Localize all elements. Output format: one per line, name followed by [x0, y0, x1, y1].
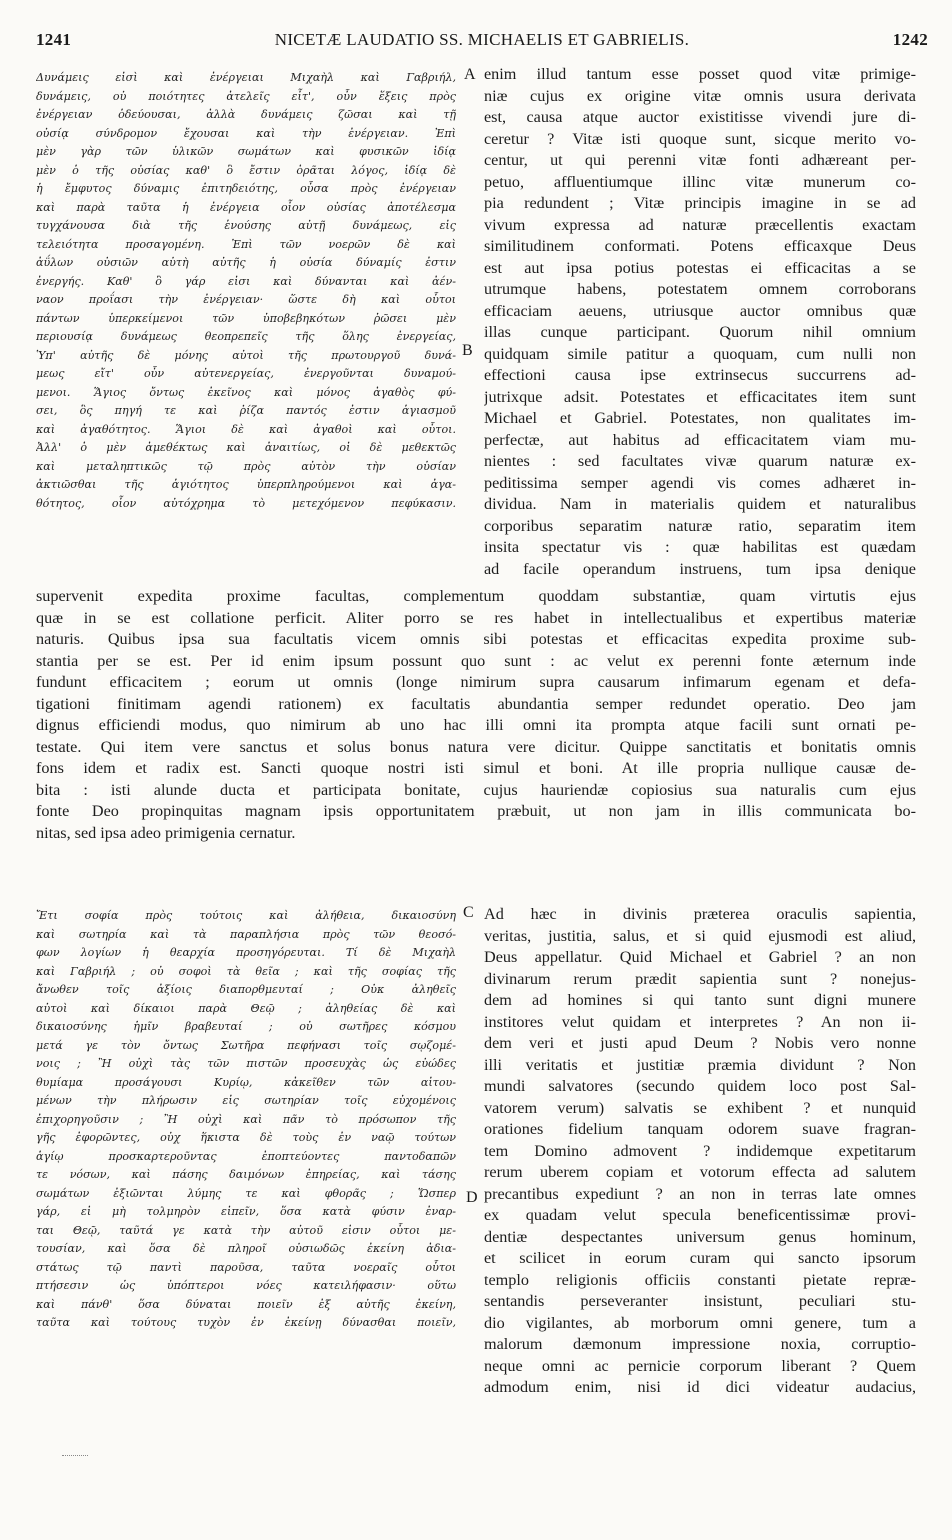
- text-line: μεως εἴτ' οὖν αὐτενεργείας, ἐνεργοῦνται δυναμού-: [36, 367, 456, 380]
- text-line: περιουσίᾳ δυνάμεως θεοπρεπεῖς τῆς ὅλης ἐνεργείας,: [36, 330, 456, 343]
- page-number-right: 1242: [892, 30, 928, 49]
- text-line: δικαιοσύνης ἡμῖν βραβευταί ; οὐ σωτῆρες κόσμου: [36, 1020, 456, 1033]
- text-line: μετά γε τὸν ὄντως Σωτῆρα πεφήνασι τοῖς σῳζομέ-: [36, 1038, 456, 1052]
- text-line: stantia per se est. Per id enim ipsum possunt quo sunt : ac velut ex perenni fonte æternum inde: [36, 651, 916, 670]
- text-line: μενοι. Ἅγιος ὄντως ἐκεῖνος καὶ μόνος ἀγαθὸς φύ-: [36, 385, 456, 399]
- text-line: peditissima semper agendi vis comes adhæret in-: [484, 473, 916, 492]
- text-line: ἄνωθεν τοῖς ἀξίοις διαπορθμευταί ; Οὐκ ἀληθεῖς: [36, 983, 456, 996]
- text-line: insita spectatur vis : quæ habilitas est quædam: [484, 538, 916, 556]
- text-line: dio vigilantes, ab morborum omni genere, tum a: [484, 1313, 916, 1332]
- text-line: corporibus separatim naturæ ratio, separatim item: [484, 516, 916, 535]
- text-line: illas cunque participant. Quorum nihil omnium: [484, 323, 916, 341]
- text-line: ceretur ? Vitæ isti quoque sunt, sicque merito vo-: [484, 129, 916, 148]
- text-line: vatorem verum) salvatis se exhibent ? et nunquid: [484, 1098, 916, 1117]
- text-line: testate. Qui item vere sanctus et solus bonus natura vere dicitur. Quippe sanctitatis et bonitatis omnis: [36, 737, 916, 756]
- text-line: et scilicet in eorum curam qui sancto ipsorum: [484, 1249, 916, 1267]
- text-line: naturis. Quibus ipsa sua facultatis vicem omnis sibi potestas et efficacitas expedita proxime sub-: [36, 630, 916, 648]
- text-line: ἐνέργειαν ὁδεύουσαι, ἀλλὰ δυνάμεις ζῶσαι καὶ τῇ: [36, 108, 456, 121]
- text-line: γῆς ἐφορῶντες, οὐχ ἥκιστα δὲ τοὺς ἐν ναῷ τούτων: [36, 1131, 456, 1144]
- text-line: institores velut quidam et interpretes ? An non ii-: [484, 1012, 916, 1031]
- text-line: utrumque habens, potestatem omnem corroborans: [484, 280, 916, 298]
- text-line: μὲν γὰρ τῶν ὑλικῶν σωμάτων καὶ φυσικῶν ἰδίᾳ: [36, 145, 456, 158]
- text-line: Ἔτι σοφία πρὸς τούτοις καὶ ἀλήθεια, δικαιοσύνη: [36, 909, 456, 922]
- section-marker-a: A: [464, 66, 476, 83]
- text-line: mundi salvatores (secundo quidem loco post Sal-: [484, 1077, 916, 1095]
- text-line: fonte Deo propinquitas magnam ipsis opportunitatem præbuit, ut non jam in illis communicata bo-: [36, 802, 916, 820]
- page-number-left: 1241: [36, 30, 72, 49]
- footnote-rule: [62, 1455, 88, 1457]
- text-line: niæ cujus ex origine vitæ omnis usura derivata: [484, 86, 916, 105]
- text-line: νοις ; Ἢ οὐχὶ τὰς τῶν πιστῶν προσευχὰς ὡς εὐώδες: [36, 1057, 456, 1070]
- text-line: admodum enim, nisi id dici videatur audacius,: [484, 1378, 916, 1396]
- text-line: σει, ὃς πηγή τε καὶ ῥίζα παντός ἐστιν ἁγιασμοῦ: [36, 404, 456, 417]
- text-line: rerum uberem copiam et votorum effecta ad salutem: [484, 1163, 916, 1181]
- text-line: μὲν ὁ τῆς οὐσίας καθ' ὃ ἔστιν ὁρᾶται λόγος, ἰδίᾳ δὲ: [36, 163, 456, 177]
- text-line: petuo, affluentiumque illinc vitæ munerum co-: [484, 172, 916, 191]
- section-marker-b: B: [462, 342, 473, 359]
- text-line: καὶ σωτηρία καὶ τὰ παραπλήσια πρὸς τῶν θεοσό-: [36, 927, 456, 941]
- text-line: nitas, sed ipsa adeo primigenia cernatur.: [36, 823, 296, 842]
- text-line: fons idem et radix est. Sancti quoque nostri isti simul et boni. At ille propria nullique causæ de-: [36, 759, 916, 777]
- text-line: τελειότητα προσαγομένη. Ἐπὶ τῶν νοερῶν δὲ καὶ: [36, 237, 456, 251]
- text-line: bita : isti alunde ducta et participata bonitate, cujus hauriendæ copiosius sua naturalis cum ejus: [36, 780, 916, 799]
- text-line: dividua. Nam in materialis quidem et naturalibus: [484, 495, 916, 513]
- text-line: ἐνεργής. Καθ' ὃ γάρ εἰσι καὶ δύνανται καὶ ἀέν-: [36, 274, 456, 288]
- text-line: ἡ ἔμφυτος δύναμις ἐπιτηδειότης, οὖσα πρὸς ἐνέργειαν: [36, 182, 456, 195]
- text-line: tem Domino admovent ? indidemque expetitarum: [484, 1141, 916, 1160]
- text-line: vivum expressa ad naturæ præcellentis exactam: [484, 215, 916, 234]
- text-line: dentiæ despectantes universum genus hominum,: [484, 1227, 916, 1246]
- text-line: στάτως τῷ παντὶ παροῦσα, ταῦτα νοεραῖς οὗτοι: [36, 1260, 456, 1274]
- latin-text-full-width: [36, 586, 916, 848]
- text-line: dem ad homines si qui tanto sunt digni munere: [484, 991, 916, 1009]
- text-line: efficaciam aeuens, utriusque auctor omnibus quæ: [484, 301, 916, 320]
- text-line: jutrixque adsit. Potestates et efficacitates item sunt: [484, 387, 916, 406]
- text-line: enim illud tantum esse posset quod vitæ primige-: [484, 65, 916, 83]
- running-header: [36, 30, 928, 56]
- text-line: supervenit expedita proxime facultas, complementum quoddam substantiæ, quam virtutis ejus: [36, 587, 916, 605]
- greek-text-column-top: [36, 69, 456, 519]
- text-line: καὶ Γαβριήλ ; οὐ σοφοὶ τὰ θεῖα ; καὶ τῆς σοφίας τῆς: [36, 964, 456, 978]
- text-line: est, causa atque auctor existitisse vivendi jure di-: [484, 108, 916, 126]
- text-line: veritas, justitia, salus, et si quid ejusmodi est aliud,: [484, 926, 916, 945]
- text-line: perfectæ, aut habitus ad efficacitatem viam mu-: [484, 430, 916, 449]
- text-line: καὶ μεταληπτικῶς τῷ πρὸς αὐτὸν τὴν οὐσίαν: [36, 459, 456, 473]
- text-line: templo religionis officiis constanti pietate repræ-: [484, 1270, 916, 1289]
- text-line: τυγχάνουσα διὰ τῆς ἑνούσης αὐτῇ δυνάμεως, εἰς: [36, 219, 456, 232]
- text-line: centur, ut qui perenni vitæ fonti adhæreant per-: [484, 151, 916, 169]
- text-line: neque omni ac pernicie corporum liberant ? Quem: [484, 1356, 916, 1375]
- text-line: φων λογίων ἡ θεαρχία προσηγόρευται. Τί δὲ Μιχαὴλ: [36, 946, 456, 959]
- text-line: similitudinem conformati. Potens efficaxque Deus: [484, 237, 916, 255]
- section-marker-c: C: [463, 904, 474, 921]
- text-line: effectioni causa ipse extrinsecus succurrens ad-: [484, 366, 916, 384]
- text-line: καὶ παρὰ ταῦτα ἡ ἐνέργεια οἷον οὐσίας ἀποτέλεσμα: [36, 200, 456, 214]
- text-line: ταῦτα καὶ τούτους τυχὸν ἐν ἐκείνῃ δύνασθαι ποιεῖν,: [36, 1316, 456, 1329]
- text-line: θότητος, οἷον αὐτόχρημα τὸ μετεχόμενον πεφύκασιν.: [36, 496, 456, 510]
- text-line: malorum dæmonum impressione noxia, corruptio-: [484, 1335, 916, 1353]
- text-line: πτήσεσιν ὡς ὑπόπτεροι νόες κατειλήφασιν· οὕτω: [36, 1279, 456, 1292]
- text-line: quæ in se est collatione perficit. Aliter porro se res habet in intellectualibus et expertibus materiæ: [36, 608, 916, 627]
- running-title: NICETÆ LAUDATIO SS. MICHAELIS ET GABRIELIS.: [274, 30, 690, 49]
- greek-text-column-bottom: [36, 907, 456, 1337]
- text-line: αὐτοὶ καὶ δίκαιοι παρὰ Θεῷ ; ἀληθείας δὲ καὶ: [36, 1001, 456, 1015]
- text-line: illi veritatis et justitiæ præmia dividunt ? Non: [484, 1055, 916, 1074]
- text-line: tigationi finitimam agendi rationem) ex facultatis abundantia semper redundet operatio. Deo jam: [36, 694, 916, 713]
- text-line: ἀκτιῶσθαι τῆς ἁγιότητος ὑπερπληρούμενοι καὶ ἀγα-: [36, 478, 456, 491]
- text-line: Ἀλλ' ὁ μὲν ἀμεθέκτως καὶ ἀναιτίως, οἱ δὲ μεθεκτῶς: [36, 441, 456, 454]
- text-line: nientes : sed facultates vivæ quarum naturæ ex-: [484, 452, 916, 470]
- text-line: ex quadam velut specula beneficentissimæ provi-: [484, 1206, 916, 1224]
- text-line: sentandis perseveranter insistunt, peculiari stu-: [484, 1292, 916, 1310]
- text-line: καὶ ἀγαθότητος. Ἅγιοι δὲ καὶ ἀγαθοὶ καὶ οὗτοι.: [36, 422, 456, 436]
- text-line: est aut ipsa potius potestas ei efficacitas a se: [484, 258, 916, 277]
- text-line: οὐσίᾳ σύνδρομον ἔχουσαι καὶ τὴν ἐνέργειαν. Ἐπὶ: [36, 126, 456, 140]
- text-line: fundunt efficacitem ; eorum ut omnis (longe nimirum supra causarum infimarum egenam et defa-: [36, 673, 916, 691]
- text-line: Ὑπ' αὐτῆς δὲ μόνης αὐτοὶ τῆς πρωτουργοῦ δυνά-: [36, 348, 456, 362]
- text-line: Michael et Gabriel. Potestates, non qualitates im-: [484, 409, 916, 427]
- text-line: divinarum rerum prædit sapientia sunt ? nonejus-: [484, 969, 916, 988]
- text-line: μένων τὴν πλήρωσιν εἰς σωτηρίαν τοῖς εὐχομένοις: [36, 1094, 456, 1107]
- text-line: Δυνάμεις εἰσὶ καὶ ἐνέργειαι Μιχαὴλ καὶ Γαβριήλ,: [36, 71, 456, 84]
- latin-text-column-top: [484, 64, 916, 586]
- text-line: ad facile operandum instruens, tum ipsa denique: [484, 559, 916, 578]
- text-line: orationes fidelium tanquam odorem suave fragran-: [484, 1120, 916, 1138]
- text-line: dem veri et justi apud Deum ? Nobis vero nonne: [484, 1034, 916, 1052]
- text-line: pia redundent ; Vitæ principis imagine in se ad: [484, 194, 916, 212]
- text-line: dignus efficiendi modus, quo nimirum ab uno hac illi omni ita prompta atque facili sunt ornati pe-: [36, 716, 916, 734]
- text-line: τουσίαν, καὶ ὅσα δὲ πληροῖ οὐσιωδῶς ἐκείνη ἀδια-: [36, 1242, 456, 1255]
- text-line: Deus appellatur. Quid Michael et Gabriel ? an non: [484, 948, 916, 966]
- text-line: θυμίαμα προσάγουσι Κυρίῳ, κἀκεῖθεν τῶν αἰτου-: [36, 1075, 456, 1089]
- text-line: σωμάτων ἐξιῶνται λύμης τε καὶ φθορᾶς ; Ὥσπερ: [36, 1186, 456, 1200]
- text-line: πάντων ὑπερκείμενοι τῶν ὑποβεβηκότων ῥῶσει μὲν: [36, 311, 456, 325]
- latin-text-column-bottom: [484, 904, 916, 1404]
- text-line: ἐπιχορηγοῦσιν ; Ἢ οὐχὶ καὶ πᾶν τὸ πρόσωπον τῆς: [36, 1112, 456, 1126]
- text-line: ἀΰλων οὐσιῶν αὐτὴ αὐτῆς ἡ οὐσία δύναμίς ἐστιν: [36, 256, 456, 269]
- text-line: ναον προΐασι τὴν ἐνέργειαν· ὥστε δὴ καὶ οὗτοι: [36, 293, 456, 306]
- text-line: ἁγίῳ προσκαρτεροῦντας ἐποπτεύοντες παντοδαπῶν: [36, 1149, 456, 1163]
- text-line: γάρ, εἰ μὴ τολμηρὸν εἰπεῖν, ὅσα κατὰ φύσιν ἐναρ-: [36, 1205, 456, 1218]
- text-line: quidquam simile patitur a quoquam, cum nulli non: [484, 344, 916, 363]
- section-marker-d: D: [466, 1189, 478, 1206]
- text-line: καὶ πάνθ' ὅσα δύναται ποιεῖν ἐξ αὐτῆς ἐκείνη,: [36, 1297, 456, 1311]
- text-line: ται Θεῷ, ταῦτά γε κατὰ τὴν αὐτοῦ εἰσιν οὗτοι με-: [36, 1223, 456, 1237]
- text-line: Ad hæc in divinis præterea oraculis sapientia,: [484, 905, 916, 923]
- text-line: δυνάμεις, οὐ ποιότητες ἀτελεῖς εἶτ', οὖν ἕξεις πρὸς: [36, 89, 456, 103]
- text-line: τε νόσων, καὶ πάσης δαιμόνων ἐπηρείας, καὶ τάσης: [36, 1168, 456, 1181]
- text-line: precantibus expediunt ? an non in terras late omnes: [484, 1184, 916, 1203]
